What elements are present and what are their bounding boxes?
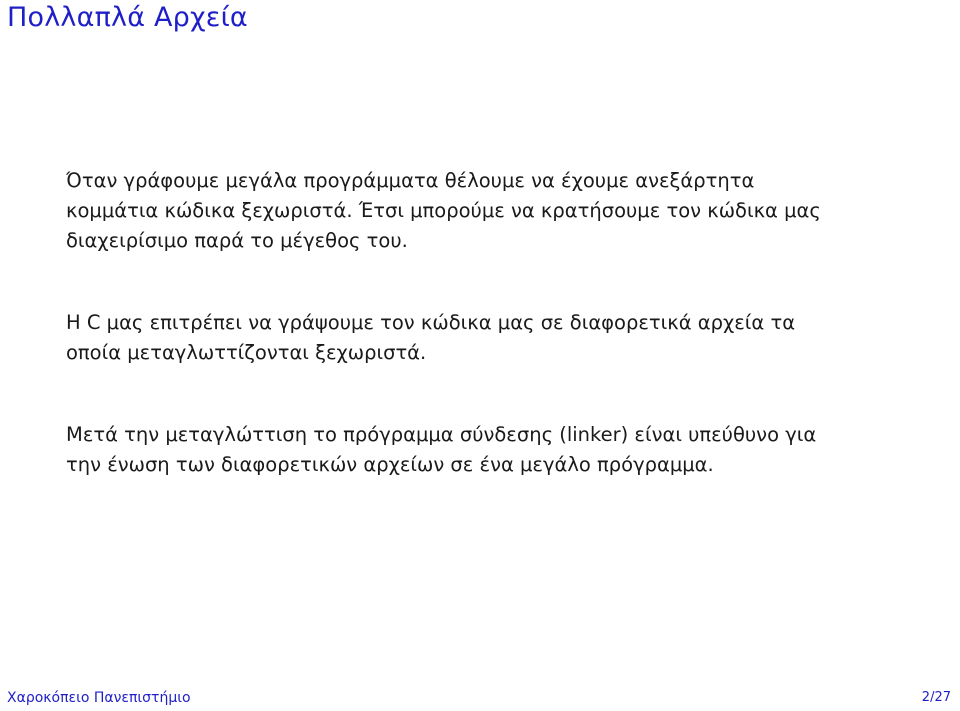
paragraph-line: Όταν γράφουμε μεγάλα προγράμματα θέλουμε να έχουμε ανεξάρτητα bbox=[66, 169, 755, 192]
slide-title: Πολλαπλά Αρχεία bbox=[7, 2, 248, 33]
paragraph-line: την ένωση των διαφορετικών αρχείων σε ένα μεγάλο πρόγραμμα. bbox=[66, 453, 714, 476]
slide-content bbox=[66, 166, 906, 480]
paragraph-c-separate-files bbox=[66, 308, 906, 368]
footer-institution: Χαροκόπειο Πανεπιστήμιο bbox=[7, 690, 191, 706]
footer-page-number: 2/27 bbox=[921, 690, 951, 705]
paragraph-line: Η C μας επιτρέπει να γράψουμε τον κώδικα μας σε διαφορετικά αρχεία τα bbox=[66, 311, 796, 334]
paragraph-line: κομμάτια κώδικα ξεχωριστά. Έτσι μπορούμε να κρατήσουμε τον κώδικα μας bbox=[66, 199, 821, 222]
paragraph-line: οποία μεταγλωττίζονται ξεχωριστά. bbox=[66, 341, 427, 364]
paragraph-linker bbox=[66, 420, 906, 480]
paragraph-line: Μετά την μεταγλώττιση το πρόγραμμα σύνδεσης (linker) είναι υπεύθυνο για bbox=[66, 423, 817, 446]
paragraph-line: διαχειρίσιμο παρά το μέγεθος του. bbox=[66, 229, 408, 252]
paragraph-multiple-files-intro bbox=[66, 166, 906, 256]
